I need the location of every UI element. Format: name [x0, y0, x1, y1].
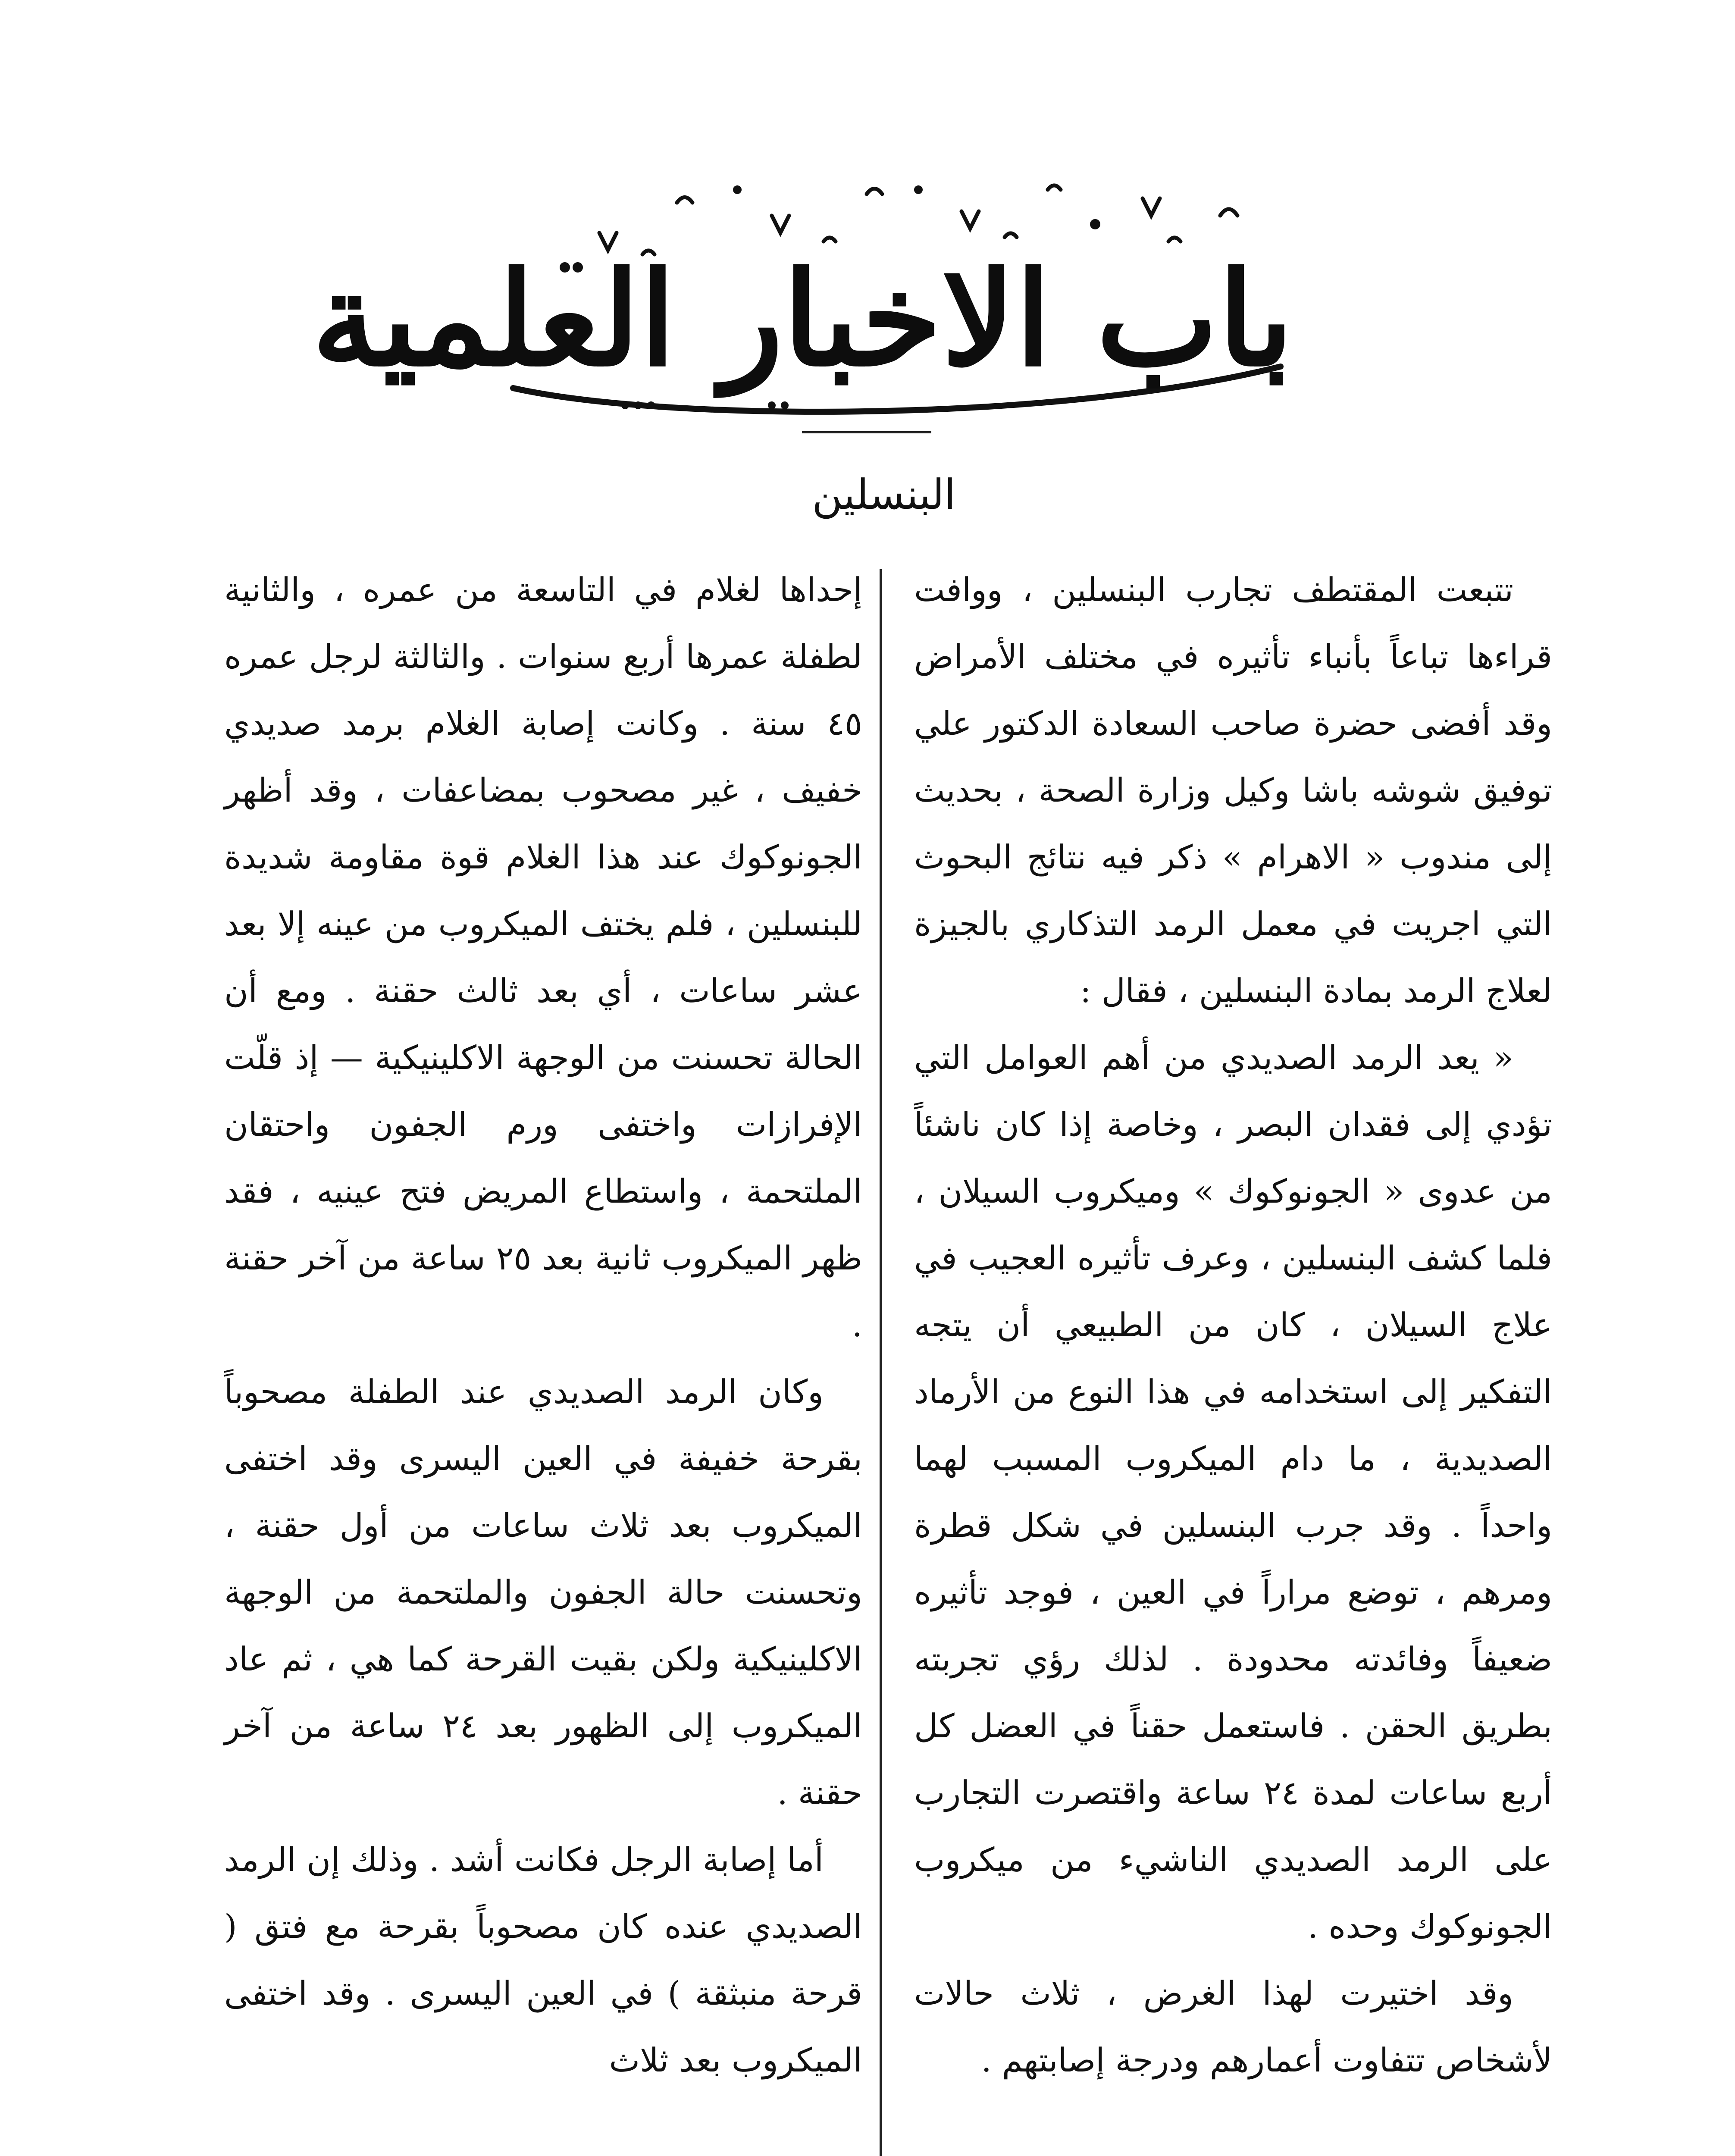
right-column — [914, 556, 1552, 2093]
left-column — [224, 556, 862, 2093]
paragraph: إحداها لغلام في التاسعة من عمره ، والثانية لطفلة عمرها أربع سنوات . والثالثة لرجل عمره ٤٥ سنة . وكانت إصابة الغلام برمد صديدي خفيف ، غير مصحوب بمضاعفات ، وقد أظهر الجونوكوك عند هذا الغلام قوة مقاومة شديدة للبنسلين ، فلم يختف الميكروب من عينه إلا بعد عشر ساعات ، أي بعد ثالث حقنة . ومع أن الحالة تحسنت من الوجهة الاكلينيكية — إذ قلّت الإفرازات واختفى ورم الجفون واحتقان الملتحمة ، واستطاع المريض فتح عينيه ، فقد ظهر الميكروب ثانية بعد ٢٥ ساعة من آخر حقنة . — [224, 570, 863, 1344]
paragraph: وقد اختيرت لهذا الغرض ، ثلاث حالات لأشخاص تتفاوت أعمارهم ودرجة إصابتهم . — [914, 1974, 1552, 2079]
column-divider — [880, 569, 882, 2156]
paragraph: تتبعت المقتطف تجارب البنسلين ، ووافت قراءها تباعاً بأنباء تأثيره في مختلف الأمراض وقد أفضى حضرة صاحب السعادة الدكتور علي توفيق شوشه باشا وكيل وزارة الصحة ، بحديث إلى مندوب « الاهرام » ذكر فيه نتائج البحوث التي اجريت في معمل الرمد التذكاري بالجيزة لعلاج الرمد بمادة البنسلين ، فقال : — [914, 570, 1552, 1010]
title-rule — [802, 431, 931, 433]
banner-title: باب الاخبار العلمية — [312, 243, 1293, 395]
section-banner — [312, 164, 1293, 431]
paragraph: « يعد الرمد الصديدي من أهم العوامل التي تؤدي إلى فقدان البصر ، وخاصة إذا كان ناشئاً من عدوى « الجونوكوك » وميكروب السيلان ، فلما كشف البنسلين ، وعرف تأثيره العجيب في علاج السيلان ، كان من الطبيعي أن يتجه التفكير إلى استخدامه في هذا النوع من الأرماد الصديدية ، ما دام الميكروب المسبب لهما واحداً . وقد جرب البنسلين في شكل قطرة ومرهم ، توضع مراراً في العين ، فوجد تأثيره ضعيفاً وفائدته محدودة . لذلك رؤي تجربته بطريق الحقن . فاستعمل حقناً في العضل كل أربع ساعات لمدة ٢٤ ساعة واقتصرت التجارب على الرمد الصديدي الناشيء من ميكروب الجونوكوك وحده . — [914, 1038, 1552, 1946]
paragraph: أما إصابة الرجل فكانت أشد . وذلك إن الرمد الصديدي عنده كان مصحوباً بقرحة مع فتق ( قرحة منبثقة ) في العين اليسرى . وقد اختفى الميكروب بعد ثلاث — [224, 1840, 862, 2079]
article-title: البنسلين — [812, 470, 956, 519]
paragraph: وكان الرمد الصديدي عند الطفلة مصحوباً بقرحة خفيفة في العين اليسرى وقد اختفى الميكروب بعد ثلاث ساعات من أول حقنة ، وتحسنت حالة الجفون والملتحمة من الوجهة الاكلينيكية ولكن بقيت القرحة كما هي ، ثم عاد الميكروب إلى الظهور بعد ٢٤ ساعة من آخر حقنة . — [224, 1373, 862, 1812]
